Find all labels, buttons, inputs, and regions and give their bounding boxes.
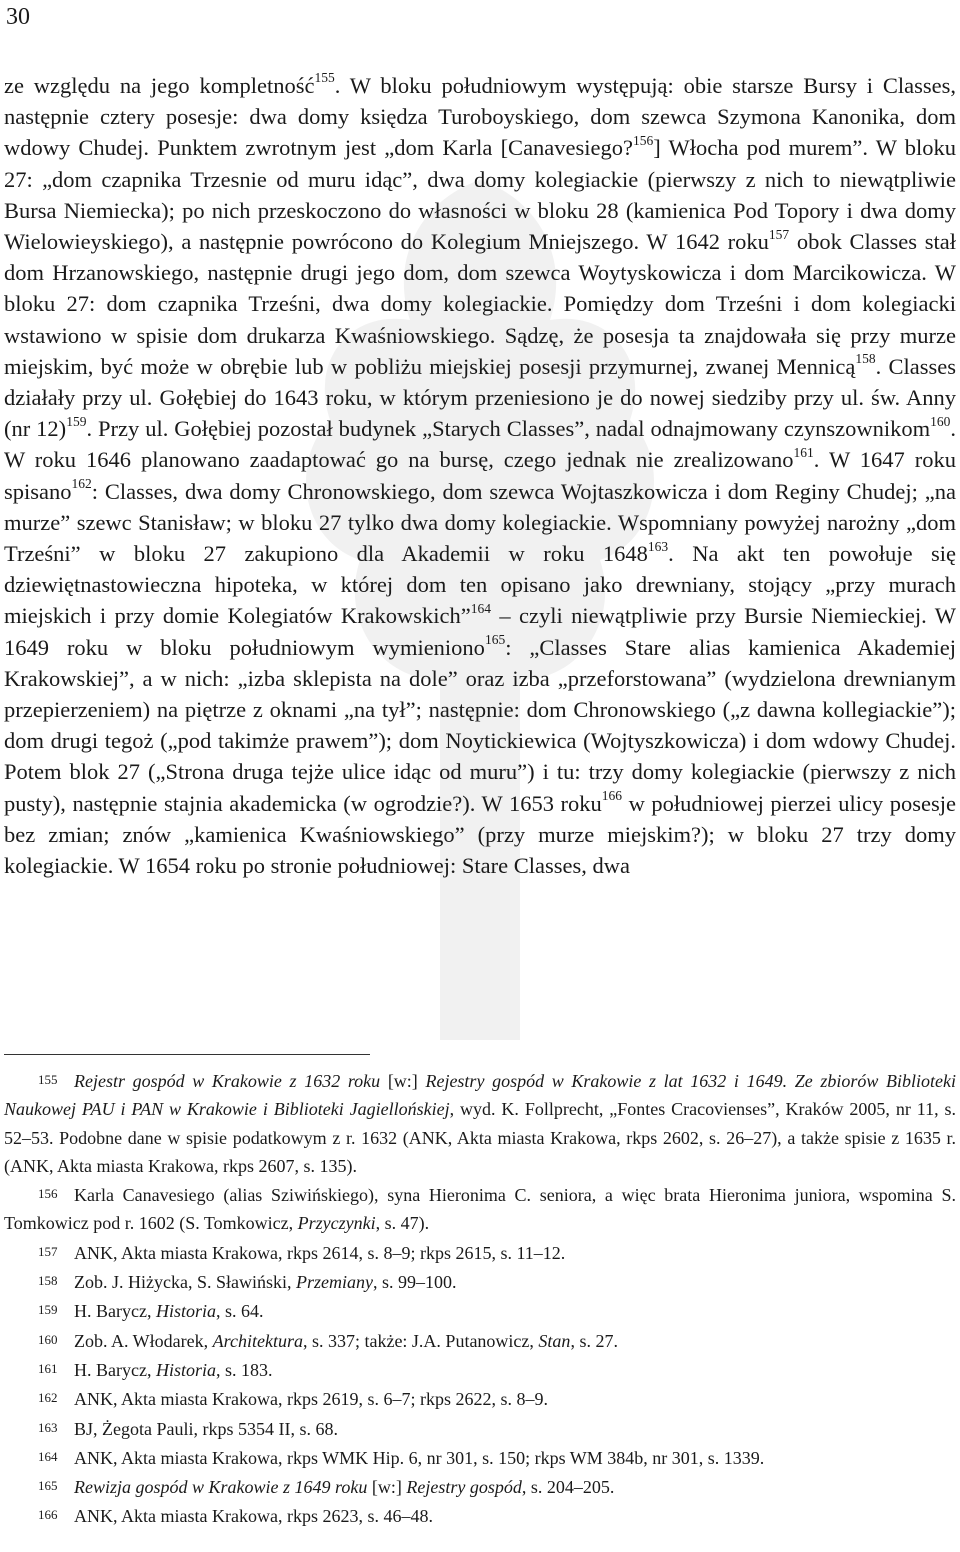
- footnote-title: Rejestry gospód: [406, 1477, 522, 1498]
- footnote-reference: 163: [647, 538, 669, 554]
- footnote: [4, 1472, 956, 1501]
- footnote-reference: 155: [314, 70, 335, 86]
- footnote-text: , s. 337; także: J.A. Putanowicz,: [302, 1330, 539, 1351]
- footnote-text: BJ, Żegota Pauli, rkps 5354 II, s. 68.: [74, 1418, 338, 1439]
- footnote-number: 156: [38, 1186, 58, 1202]
- footnote: [4, 1267, 956, 1296]
- footnote-text: H. Barycz,: [74, 1301, 156, 1322]
- footnote-reference: 160: [930, 413, 951, 429]
- footnote-text: , s. 183.: [215, 1359, 273, 1380]
- footnote-title: Historia: [155, 1301, 216, 1322]
- footnote-reference: 161: [793, 444, 814, 460]
- footnote: [4, 1443, 956, 1472]
- footnote-text: ANK, Akta miasta Krakowa, rkps 2623, s. 46–48.: [74, 1506, 433, 1527]
- footnote: [4, 1296, 956, 1325]
- text-run: – czyli niewątpliwie przy Bursie Niemieckiej. W 1649 roku w bloku południowym wymieniono: [4, 603, 956, 660]
- main-paragraph: [4, 70, 956, 881]
- text-run: ze względu na jego kompletność: [4, 73, 315, 98]
- footnote-number: 166: [38, 1507, 58, 1523]
- footnote-number: 164: [38, 1448, 58, 1464]
- footnote-text: , s. 99–100.: [372, 1272, 457, 1293]
- footnote: [4, 1326, 956, 1355]
- text-run: . Na akt ten powołuje się dziewiętnastowieczna hipoteka, w której dom ten opisano jako drewniany, stojący „przy murach miejskich i przy domie Kolegiatów Krakowskich”: [4, 541, 956, 629]
- footnote: [4, 1180, 956, 1238]
- text-run: . Przy ul. Gołębiej pozostał budynek „Starych Classes”, nadal odnajmowany czynszownikom: [86, 416, 931, 442]
- footnote-text: [w:]: [367, 1477, 407, 1498]
- text-run: . W roku 1646 planowano zaadaptować go na bursę, czego jednak nie zrealizowano: [4, 416, 956, 473]
- footnote-text: ANK, Akta miasta Krakowa, rkps WMK Hip. 6, nr 301, s. 150; rkps WM 384b, nr 301, s. 1339.: [74, 1447, 765, 1468]
- footnote-title: Rewizja gospód w Krakowie z 1649 roku: [74, 1477, 368, 1498]
- footnote-reference: 157: [768, 226, 790, 242]
- footnote-reference: 162: [71, 476, 92, 492]
- footnote-number: 158: [38, 1273, 58, 1289]
- footnote-reference: 156: [633, 132, 654, 148]
- text-run: obok Classes stał dom Hrzanowskiego, następnie drugi jego dom, dom szewca Woytyskowicza i dom Marcikowicza. W bloku 27: dom czapnika Trześni, dwa domy kolegiackie. Pomiędzy dom Trześni i dom kolegiacki wstawiono w spisie dom drukarza Kwaśniowskiego. Sądzę, że posesja ta znajdowała się przy murze miejskim, być może w obrębie lub w pobliżu miejskiej posesji przymurnej, zwanej Mennicą: [4, 229, 956, 379]
- footnotes-section: [4, 1066, 956, 1531]
- main-text: [4, 70, 956, 881]
- footnote: [4, 1384, 956, 1413]
- text-run: . W 1647 roku spisano: [4, 447, 956, 504]
- footnote-reference: 158: [855, 351, 876, 367]
- footnote: [4, 1414, 956, 1443]
- footnote-title: Rejestr gospód w Krakowie z 1632 roku: [74, 1071, 381, 1091]
- footnote: [4, 1501, 956, 1530]
- footnote-title: Architektura: [212, 1330, 303, 1351]
- text-run: . W bloku południowym występują: obie starsze Bursy i Classes, następnie cztery posesje: dwa domy księdza Turoboyskiego, dom szewca Szymona Kanonika, dom wdowy Chudej. Punktem zwrotnym jest „dom Karla [Canavesiego?: [4, 73, 956, 161]
- footnote-number: 160: [38, 1331, 58, 1347]
- footnote-text: , s. 204–205.: [521, 1477, 615, 1498]
- footnote-text: H. Barycz,: [74, 1359, 156, 1380]
- footnote-text: , wyd. K. Follprecht, „Fontes Cracovienses”, Kraków 2005, nr 11, s. 52–53. Podobne dane w spisie podatkowym z r. 1632 (ANK, Akta miasta Krakowa, rkps 2602, s. 26–27), a także spisie z 1635 r. (ANK, Akta miasta Krakowa, rkps 2607, s. 135).: [4, 1099, 956, 1176]
- footnote-title: Przemiany: [296, 1272, 373, 1293]
- text-run: : Classes, dwa domy Chronowskiego, dom szewca Wojtaszkowicza i dom Reginy Chudej; „na murze” szewc Stanisław; w bloku 27 tylko dwa domy kolegiackie. Wspomniany powyżej narożny „dom Trześni” w bloku 27 zakupiono dla Akademii w roku 1648: [4, 478, 956, 567]
- footnote-number: 162: [38, 1390, 58, 1406]
- footnote-title: Rejestry gospód w Krakowie z lat 1632 i 1649. Ze zbiorów Biblioteki Naukowej PAU i PAN w Krakowie i Biblioteki Jagiellońskiej: [4, 1071, 956, 1120]
- footnote: [4, 1238, 956, 1267]
- footnote-text: Zob. A. Włodarek,: [74, 1330, 213, 1351]
- text-run: ] Włocha pod murem”. W bloku 27: „dom czapnika Trzesnie od muru idąc”, dwa domy kolegiackie (pierwszy z nich to niewątpliwie Bursa Niemiecka); po nich przeskoczono do własności w bloku 28 (kamienica Pod Topory i dwa domy Wielowieyskiego), a następnie powrócono do Kolegium Mniejszego. W 1642 roku: [4, 135, 956, 255]
- footnote-text: [w:]: [380, 1071, 426, 1091]
- footnote-number: 161: [38, 1360, 58, 1376]
- footnote: [4, 1066, 956, 1180]
- footnote-text: , s. 47).: [375, 1213, 430, 1234]
- footnote-text: Zob. J. Hiżycka, S. Sławiński,: [74, 1272, 296, 1293]
- footnote-title: Historia: [155, 1359, 216, 1380]
- footnote-title: Przyczynki: [297, 1213, 376, 1234]
- footnote-separator: [4, 1054, 370, 1055]
- footnote-text: Karla Canavesiego (alias Sziwińskiego), syna Hieronima C. seniora, a więc brata Hieronima juniora, wspomina S. Tomkowicz pod r. 1602 (S. Tomkowicz,: [4, 1185, 956, 1234]
- footnote-text: , s. 27.: [570, 1330, 618, 1351]
- footnote-text: ANK, Akta miasta Krakowa, rkps 2614, s. 8–9; rkps 2615, s. 11–12.: [74, 1242, 566, 1263]
- footnote-number: 155: [38, 1072, 58, 1087]
- text-run: w południowej pierzei ulicy posesje bez zmian; znów „kamienica Kwaśniowskiego” (przy murze miejskim?); w bloku 27 trzy domy kolegiackie. W 1654 roku po stronie południowej: Stare Classes, dwa: [4, 790, 956, 879]
- footnote-reference: 166: [601, 788, 622, 804]
- page-number: 30: [6, 4, 30, 30]
- footnote-reference: 164: [470, 600, 492, 616]
- text-run: . Classes działały przy ul. Gołębiej do 1643 roku, w którym przeniesiono je do nowej siedziby przy ul. św. Anny (nr 12): [4, 353, 957, 442]
- footnote-number: 157: [38, 1243, 58, 1259]
- footnote-number: 163: [38, 1419, 58, 1435]
- footnote-reference: 159: [66, 413, 87, 429]
- text-run: : „Classes Stare alias kamienica Akademiej Krakowskiej”, a w nich: „izba sklepista na dole” oraz izba „przeforstowana” (wydzielona drewnianym przepierzeniem) na piętrze z oknami „na tył”; następnie: dom Chronowskiego („z dawna kollegiackie”); dom drugi tegoż („pod takimże prawem”); dom Noytickiewica (Wojtyszkowicza) i dom wdowy Chudej. Potem blok 27 („Strona druga tejże ulice idąc od muru”) i tu: trzy domy kolegiackie (pierwszy z nich pusty), następnie stajnia akademicka (w ogrodzie?). W 1653 roku: [4, 634, 957, 816]
- footnote-number: 165: [38, 1478, 58, 1494]
- footnote-text: , s. 64.: [215, 1301, 264, 1322]
- footnote-text: ANK, Akta miasta Krakowa, rkps 2619, s. 6–7; rkps 2622, s. 8–9.: [74, 1389, 548, 1410]
- footnote-title: Stan: [538, 1330, 571, 1351]
- footnote: [4, 1355, 956, 1384]
- footnote-number: 159: [38, 1302, 58, 1318]
- footnote-reference: 165: [484, 632, 506, 648]
